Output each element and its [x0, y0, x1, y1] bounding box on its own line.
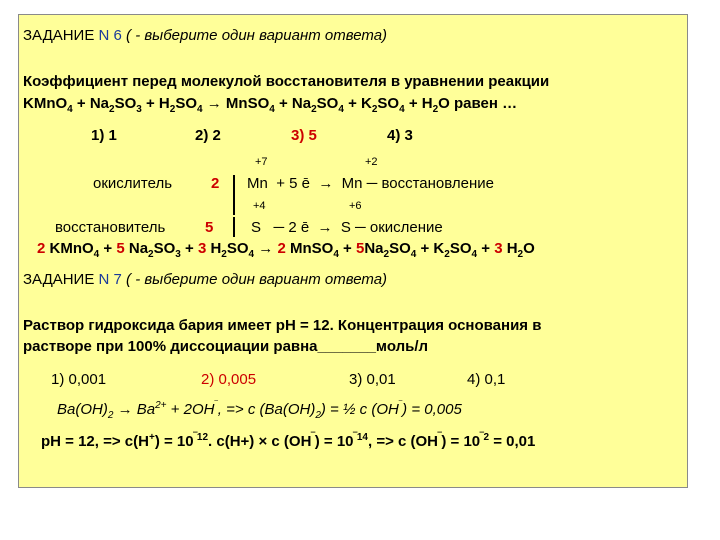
task6-option-3[interactable]: 3) 5 — [291, 127, 317, 144]
oxidizer-half-reaction: Mn + 5 ē → Mn ─ восстановление — [247, 175, 494, 192]
task7-option-1[interactable]: 1) 0,001 — [51, 371, 107, 388]
task7-header-number: N 7 — [98, 271, 122, 288]
task6-header — [23, 27, 387, 45]
task7-header-instruction: ( - выберите один вариант ответа) — [121, 271, 388, 288]
task6-option-4[interactable]: 4) 3 — [387, 127, 413, 144]
reducer-label: восстановитель — [55, 219, 166, 236]
balance-divider-top — [233, 175, 235, 215]
task6-header-instruction: ( - выберите один вариант ответа) — [121, 27, 388, 44]
oxidizer-label: окислитель — [93, 175, 173, 192]
task6-header-label: ЗАДАНИЕ — [23, 27, 99, 44]
task7-question-line2: растворе при 100% диссоциации равна_______моль/л — [23, 338, 429, 355]
ox-state-s-right: +6 — [349, 200, 362, 212]
task7-option-4[interactable]: 4) 0,1 — [467, 371, 506, 388]
task6-option-2[interactable]: 2) 2 — [195, 127, 221, 144]
task7-question-line1: Раствор гидроксида бария имеет pH = 12. Концентрация основания в — [23, 317, 542, 334]
ox-state-s-left: +4 — [253, 200, 266, 212]
ox-state-mn-right: +2 — [365, 156, 378, 168]
task7-header — [23, 271, 387, 289]
task7-option-3[interactable]: 3) 0,01 — [349, 371, 396, 388]
ph-calculation: pH = 12, => $c(H^+) = 10^{‾12}$. c(H+) × c $(OH^‾) = 10^{‾14}$, => c $(OH^‾) = 10^{‾2} = 0,01$ — [41, 432, 536, 450]
slide — [18, 14, 688, 488]
task6-header-number: N 6 — [98, 27, 122, 44]
task6-question: Коэффициент перед молекулой восстановителя в уравнении реакции — [23, 73, 550, 90]
task7-header-label: ЗАДАНИЕ — [23, 271, 99, 288]
balance-divider-bottom — [233, 217, 235, 237]
reducer-coefficient: 5 — [205, 219, 214, 236]
oxidizer-coefficient: 2 — [211, 175, 220, 192]
reducer-half-reaction: S ─ 2 ē → S ─ окисление — [251, 219, 443, 236]
task7-option-2[interactable]: 2) 0,005 — [201, 371, 257, 388]
dissociation-equation: $Ba(OH)_2 \to Ba^{2+} + 2OH^‾$, => c $(Ba(OH)_2)$ = ½ c (OH‾) = 0,005 — [57, 400, 462, 421]
balanced-equation: 2 KMnO$_4$ + 5 $Na_2SO_3 + 3$ $H_2SO_4 \to 2$ MnSO$_4$ + $5Na_2SO_4 + K_2SO_4 + 3$ $H_2O$ — [37, 240, 535, 260]
ox-state-mn-left: +7 — [255, 156, 268, 168]
task6-equation: KMnO$_4$ + $Na_2SO_3 + H_2SO_4$ → MnSO$_4$ + $Na_2SO_4 + K_2SO_4 + H_2O$ равен … — [23, 95, 518, 115]
task6-option-1[interactable]: 1) 1 — [91, 127, 117, 144]
